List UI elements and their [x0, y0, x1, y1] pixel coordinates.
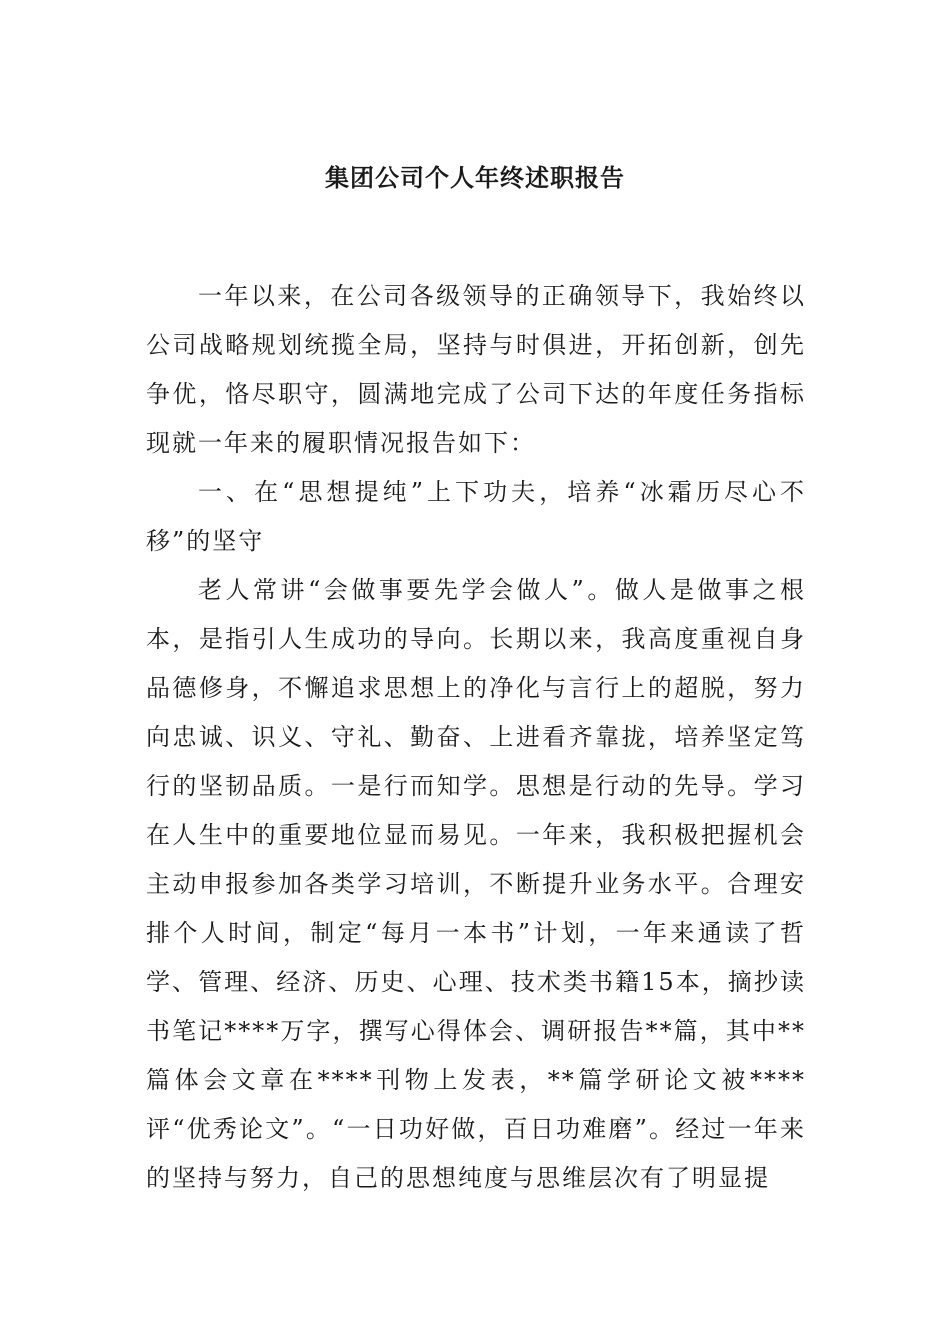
document-title: 集团公司个人年终述职报告	[325, 164, 625, 192]
paragraph-section-1: 老人常讲“会做事要先学会做人”。做人是做事之根本，是指引人生成功的导向。长期以来，我高度重视自身品德修身，不懈追求思想上的净化与言行上的超脱，努力向忠诚、识义、守礼、勤奋、上进看齐靠拢，培养坚定笃行的坚韧品质。一是行而知学。思想是行动的先导。学习在人生中的重要地位显而易见。一年来，我积极把握机会主动申报参加各类学习培训，不断提升业务水平。合理安排个人时间，制定“每月一本书”计划，一年来通读了哲学、管理、经济、历史、心理、技术类书籍15本，摘抄读书笔记****万字，撰写心得体会、调研报告**篇，其中**篇体会文章在****刊物上发表，**篇学研论文被****评“优秀论文”。“一日功好做，百日功难磨”。经过一年来的坚持与努力，自己的思想纯度与思维层次有了明显提	[146, 576, 806, 1192]
section-heading-1: 一、在“思想提纯”上下功夫，培养“冰霜历尽心不移”的坚守	[146, 478, 806, 555]
paragraph-intro: 一年以来，在公司各级领导的正确领导下，我始终以公司战略规划统揽全局，坚持与时俱进，开拓创新，创先争优，恪尽职守，圆满地完成了公司下达的年度任务指标现就一年来的履职情况报告如下：	[146, 282, 806, 457]
document-body	[146, 272, 806, 1203]
